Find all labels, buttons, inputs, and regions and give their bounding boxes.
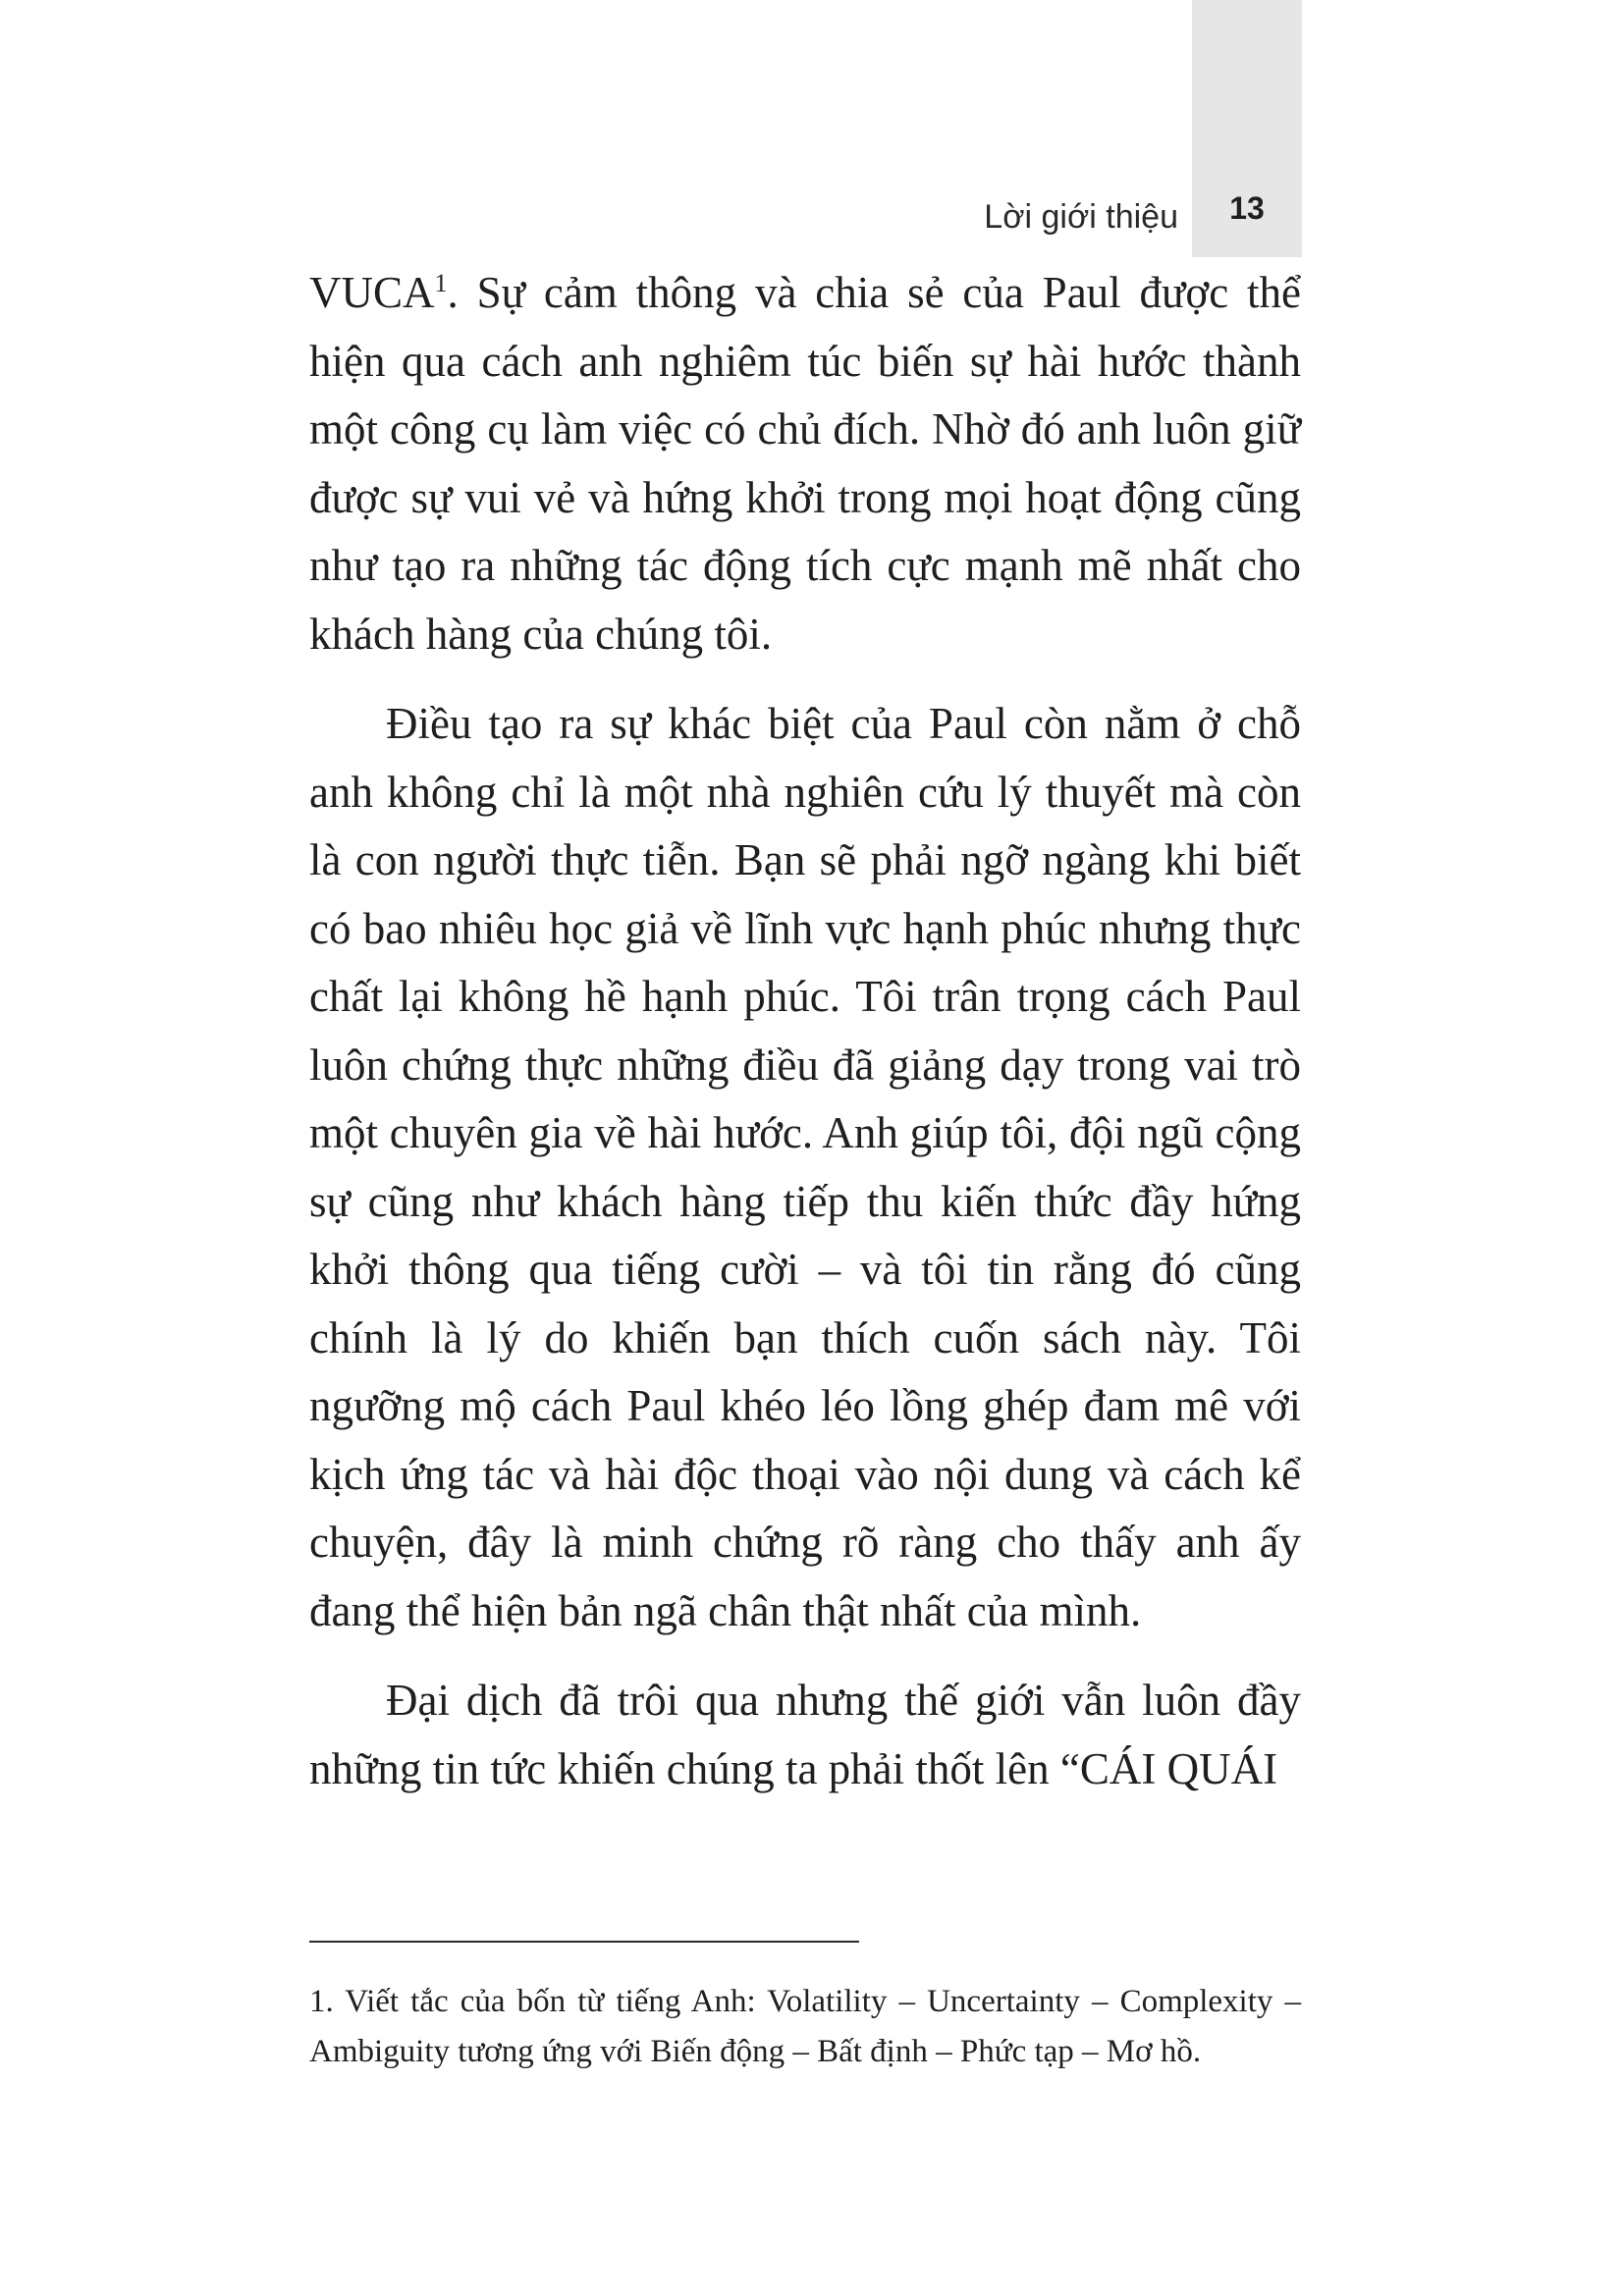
running-header-title: Lời giới thiệu	[984, 198, 1178, 236]
footnote-reference: 1	[434, 269, 448, 297]
footnote-divider	[309, 1941, 859, 1943]
footnote-text: 1. Viết tắc của bốn từ tiếng Anh: Volatility – Uncertainty – Complexity – Ambiguity tương ứng với Biến động – Bất định – Phức tạp – Mơ hồ.	[309, 1984, 1301, 2069]
paragraph-1-lead: VUCA	[309, 268, 435, 317]
paragraph-2: Điều tạo ra sự khác biệt của Paul còn nằm ở chỗ anh không chỉ là một nhà nghiên cứu lý thuyết mà còn là con người thực tiễn. Bạn sẽ phải ngỡ ngàng khi biết có bao nhiêu học giả về lĩnh vực hạnh phúc nhưng thực chất lại không hề hạnh phúc. Tôi trân trọng cách Paul luôn chứng thực những điều đã giảng dạy trong vai trò một chuyên gia về hài hước. Anh giúp tôi, đội ngũ cộng sự cũng như khách hàng tiếp thu kiến thức đầy hứng khởi thông qua tiếng cười – và tôi tin rằng đó cũng chính là lý do khiến bạn thích cuốn sách này. Tôi ngưỡng mộ cách Paul khéo léo lồng ghép đam mê với kịch ứng tác và hài độc thoại vào nội dung và cách kể chuyện, đây là minh chứng rõ ràng cho thấy anh ấy đang thể hiện bản ngã chân thật nhất của mình.	[309, 699, 1301, 1635]
paragraph-3: Đại dịch đã trôi qua nhưng thế giới vẫn luôn đầy những tin tức khiến chúng ta phải thốt lên “CÁI QUÁI	[309, 1676, 1301, 1793]
page-number: 13	[1229, 190, 1265, 226]
main-text	[309, 259, 1301, 1803]
paragraph-1-text: . Sự cảm thông và chia sẻ của Paul được thể hiện qua cách anh nghiêm túc biến sự hài hước thành một công cụ làm việc có chủ đích. Nhờ đó anh luôn giữ được sự vui vẻ và hứng khởi trong mọi hoạt động cũng như tạo ra những tác động tích cực mạnh mẽ nhất cho khách hàng của chúng tôi.	[309, 268, 1301, 659]
paragraph-1	[309, 259, 1301, 668]
